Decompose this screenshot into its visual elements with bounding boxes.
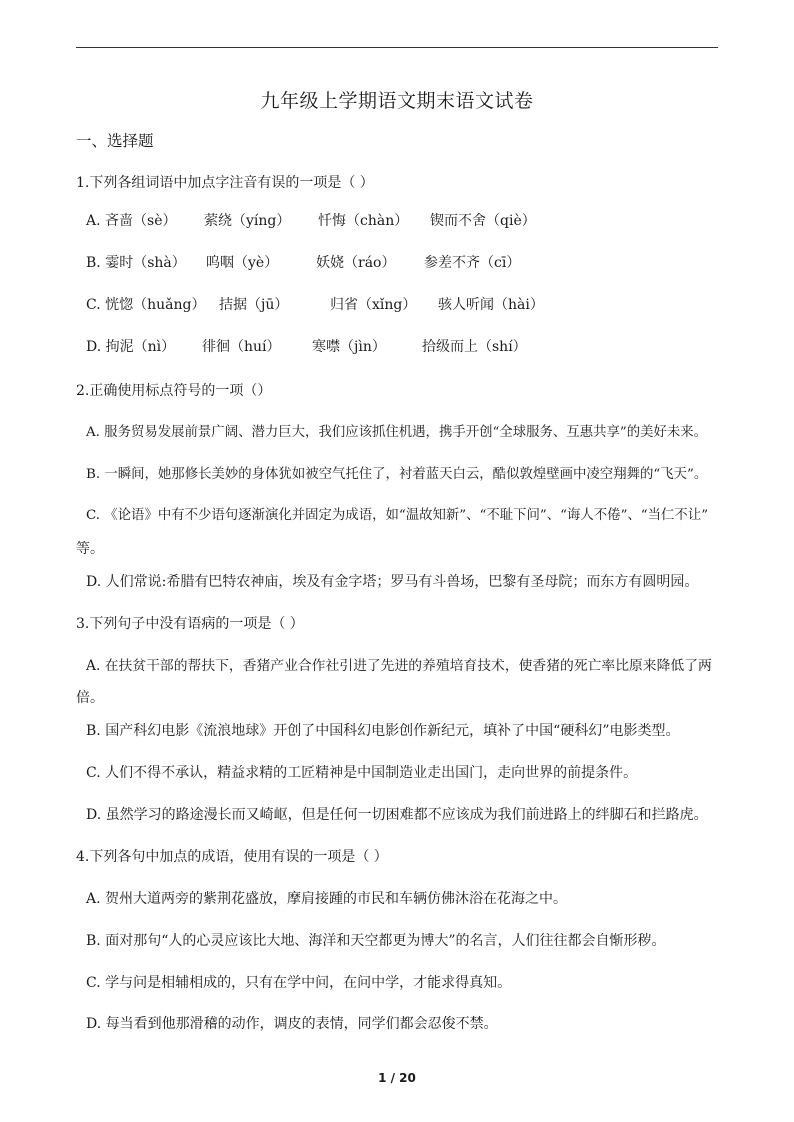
option-item: 骇人听闻（hài） [438,297,544,313]
question-2-option-c-continued: 等。 [76,541,104,557]
page-title: 九年级上学期语文期末语文试卷 [260,90,534,112]
question-2-option-c: C. 《论语》中有不少语句逐渐演化并固定为成语，如“温故知新”、“不耻下问”、“诲人不倦”、“当仁不让” [86,508,709,523]
question-4-option-b: B. 面对那句“人的心灵应该比大地、海洋和天空都更为博大”的名言，人们往往都会自惭形秽。 [86,933,666,949]
page-number: 1 / 20 [378,1071,416,1085]
option-item: 归省（xǐng） [330,297,417,313]
option-item: 忏悔（chàn） [318,213,409,229]
header-rule [76,47,718,48]
section-heading: 一、选择题 [76,132,154,150]
option-item: 拮据（jū） [219,297,289,313]
question-2-option-b: B. 一瞬间，她那修长美妙的身体犹如被空气托住了，衬着蓝天白云，酷似敦煌壁画中凌空翔舞的“飞天”。 [86,467,708,482]
question-3-option-a-continued: 倍。 [76,690,104,706]
option-item: D. 拘泥（nì） [86,339,176,355]
option-item: 拾级而上（shí） [422,339,527,355]
option-item: 呜咽（yè） [206,255,279,271]
question-3-option-b: B. 国产科幻电影《流浪地球》开创了中国科幻电影创作新纪元，填补了中国“硬科幻”电影类型。 [86,723,680,739]
question-4-option-a: A. 贺州大道两旁的紫荆花盛放，摩肩接踵的市民和车辆仿佛沐浴在花海之中。 [86,891,568,907]
question-4-option-c: C. 学与问是相辅相成的，只有在学中问，在问中学，才能求得真知。 [86,975,512,991]
option-item: 参差不齐（cī） [424,255,521,271]
option-item: B. 霎时（shà） [86,255,186,271]
option-item: 锲而不舍（qiè） [430,213,536,229]
question-3-option-c: C. 人们不得不承认，精益求精的工匠精神是中国制造业走出国门，走向世界的前提条件。 [86,765,638,781]
question-3-stem: 3.下列句子中没有语病的一项是（ ） [76,616,304,632]
option-item: 徘徊（huí） [202,339,281,355]
question-2-stem: 2.正确使用标点符号的一项（） [76,383,272,399]
question-3-option-a: A. 在扶贫干部的帮扶下，香猪产业合作社引进了先进的养殖培育技术，使香猪的死亡率比原来降低了两 [86,658,712,674]
question-1-stem: 1.下列各组词语中加点字注音有误的一项是（ ） [76,175,374,191]
question-4-option-d: D. 每当看到他那滑稽的动作，调皮的表情，同学们都会忍俊不禁。 [86,1016,498,1032]
option-item: A. 吝啬（sè） [86,213,177,229]
option-item: 萦绕（yíng） [204,213,291,229]
question-2-option-d: D. 人们常说:希腊有巴特农神庙，埃及有金字塔；罗马有斗兽场，巴黎有圣母院；而东方有圆明园。 [86,574,699,590]
question-3-option-d: D. 虽然学习的路途漫长而又崎岖，但是任何一切困难都不应该成为我们前进路上的绊脚石和拦路虎。 [86,807,708,823]
question-4-stem: 4.下列各句中加点的成语，使用有误的一项是（ ） [76,849,388,865]
option-item: 妖娆（ráo） [316,255,396,271]
question-2-option-a: A. 服务贸易发展前景广阔、潜力巨大，我们应该抓住机遇，携手开创“全球服务、互惠共享”的美好未来。 [86,425,708,440]
option-item: 寒噤（jìn） [312,339,386,355]
option-item: C. 恍惚（huǎng） [86,297,206,313]
